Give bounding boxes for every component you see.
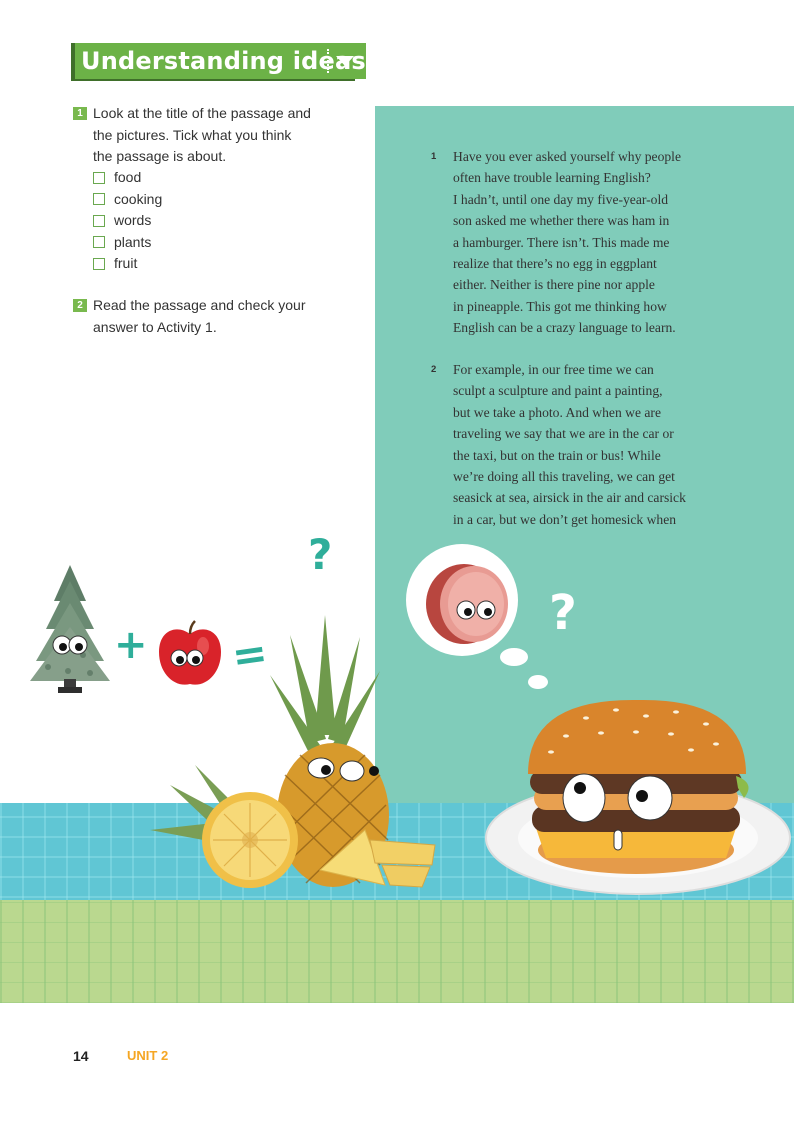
equals-symbol: = (228, 627, 271, 682)
answer-options (93, 167, 162, 275)
instruction-line: answer to Activity 1. (93, 318, 217, 335)
question-mark: ? (308, 530, 333, 579)
passage-line: traveling we say that we are in the car or (453, 426, 674, 442)
passage-line: in a car, but we don’t get homesick when (453, 511, 677, 527)
section-header (71, 43, 366, 81)
activity-2 (73, 295, 343, 338)
passage-line: sculpt a sculpture and paint a painting, (453, 383, 663, 399)
activity-1 (73, 103, 343, 168)
option-words[interactable] (93, 210, 162, 232)
passage-line: seasick at sea, airsick in the air and carsick (453, 490, 686, 506)
paragraph-text (453, 359, 731, 530)
paragraph-text (453, 146, 731, 339)
passage-paragraph-1 (431, 146, 731, 339)
passage-line: Have you ever asked yourself why people (453, 149, 681, 164)
pine-tree-icon (28, 563, 112, 695)
passage-line: often have trouble learning English? (453, 170, 651, 186)
option-cooking[interactable] (93, 189, 162, 211)
passage-paragraph-2 (431, 359, 731, 530)
passage-line: in pineapple. This got me thinking how (453, 298, 667, 314)
instruction-line: Read the passage and check your (93, 297, 306, 313)
checkbox[interactable] (93, 193, 105, 205)
option-label: cooking (114, 190, 163, 207)
activity-instructions (93, 103, 343, 168)
page-number: 14 (73, 1048, 89, 1064)
plus-symbol: + (114, 622, 148, 668)
activity-number-badge: 2 (73, 299, 87, 312)
checkbox[interactable] (93, 172, 105, 184)
paragraph-number: 2 (431, 364, 437, 375)
option-plants[interactable] (93, 232, 162, 254)
passage-line: son asked me whether there was ham in (453, 213, 670, 229)
passage-line: realize that there’s no egg in eggplant (453, 256, 657, 272)
activity-number-badge: 1 (73, 107, 87, 120)
passage-line: the taxi, but on the train or bus! While (453, 447, 661, 463)
unit-label: UNIT 2 (127, 1048, 169, 1063)
option-label: words (114, 212, 152, 228)
option-fruit[interactable] (93, 253, 162, 275)
paragraph-number: 1 (431, 151, 437, 162)
instruction-line: the pictures. Tick what you think (93, 126, 292, 143)
passage-line: either. Neither is there pine nor apple (453, 277, 655, 293)
instruction-line: Look at the title of the passage and (93, 105, 311, 121)
hamburger-icon (476, 688, 792, 900)
header-bar (75, 43, 366, 79)
activity-instructions (93, 295, 343, 338)
passage-line: I hadn’t, until one day my five-year-old (453, 191, 669, 207)
passage-line: we’re doing all this traveling, we can get (453, 469, 675, 485)
option-label: plants (114, 233, 152, 250)
checkbox[interactable] (93, 258, 105, 270)
ham-icon (414, 552, 524, 652)
pineapple-icon (150, 615, 440, 895)
question-mark: ? (549, 585, 577, 641)
chevron-down-icon[interactable] (336, 56, 354, 66)
passage-line: a hamburger. There isn’t. This made me (453, 234, 670, 250)
passage-line: English can be a crazy language to learn. (453, 320, 676, 336)
option-label: fruit (114, 255, 138, 271)
section-title: Understanding ideas (81, 47, 366, 75)
option-label: food (114, 169, 142, 185)
header-divider (327, 49, 329, 73)
option-food[interactable] (93, 167, 162, 189)
passage-line: For example, in our free time we can (453, 362, 654, 377)
instruction-line: the passage is about. (93, 148, 227, 164)
checkbox[interactable] (93, 215, 105, 227)
tablecloth-front (0, 900, 794, 1003)
checkbox[interactable] (93, 236, 105, 248)
passage-line: but we take a photo. And when we are (453, 404, 661, 420)
